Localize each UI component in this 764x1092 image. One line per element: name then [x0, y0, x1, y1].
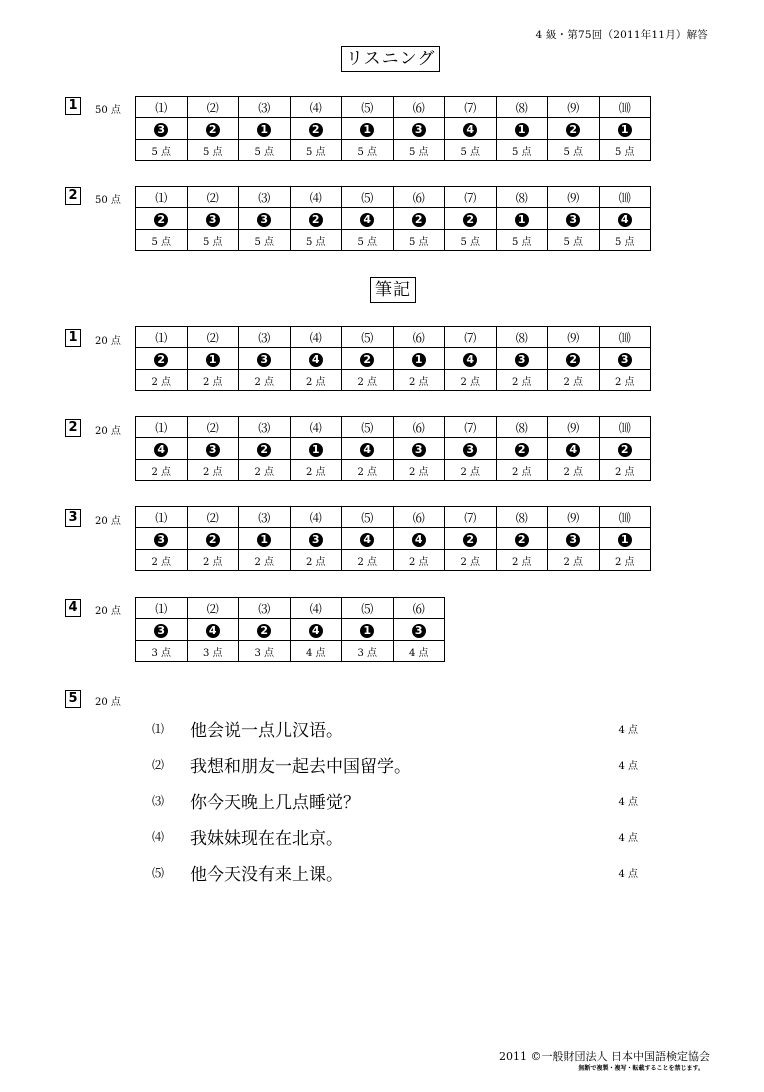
- answer-circle: 1: [360, 624, 374, 638]
- score-cell: 5 点: [496, 140, 548, 161]
- answer-circle: 3: [566, 533, 580, 547]
- answer-circle: 3: [257, 213, 271, 227]
- sentence-number: ⑶: [152, 794, 165, 808]
- writing-section-5-number: 5: [65, 690, 81, 708]
- answer-circle: 3: [154, 624, 168, 638]
- answer-choice: [290, 118, 342, 140]
- answer-choice: [290, 438, 342, 460]
- answer-choice: [136, 118, 188, 140]
- listening-section-2-points: 50 点: [95, 195, 121, 206]
- answer-choice: [342, 528, 394, 550]
- question-number: ⑶: [239, 598, 291, 619]
- score-cell: 2 点: [445, 460, 497, 481]
- answer-circle: 4: [618, 213, 632, 227]
- answer-circle: 3: [412, 123, 426, 137]
- score-cell: 5 点: [548, 230, 600, 251]
- answer-choice: [187, 118, 239, 140]
- answer-circle: 2: [463, 533, 477, 547]
- question-number: ⑹: [393, 187, 445, 208]
- answer-circle: 4: [566, 443, 580, 457]
- score-cell: 5 点: [599, 140, 651, 161]
- question-number: ⑸: [342, 598, 394, 619]
- sentence-text: 他今天没有来上课。: [190, 865, 343, 885]
- answer-choice: [393, 438, 445, 460]
- score-cell: 5 点: [290, 230, 342, 251]
- answer-circle: 3: [309, 533, 323, 547]
- answer-choice: [548, 438, 600, 460]
- score-cell: 5 点: [239, 230, 291, 251]
- score-cell-row: [136, 140, 651, 161]
- answer-choice-row: [136, 619, 445, 641]
- question-number: ⑷: [290, 598, 342, 619]
- sentence-number: ⑷: [152, 830, 165, 844]
- question-number: ⑸: [342, 417, 394, 438]
- answer-circle: 3: [412, 624, 426, 638]
- writing-section-2-number: 2: [65, 419, 81, 437]
- question-number: ⑸: [342, 187, 394, 208]
- question-number: ⑺: [445, 417, 497, 438]
- answer-circle: 1: [515, 213, 529, 227]
- answer-choice: [599, 118, 651, 140]
- answer-circle: 3: [257, 353, 271, 367]
- answer-choice: [393, 528, 445, 550]
- question-number: ⑷: [290, 507, 342, 528]
- score-cell: 5 点: [393, 230, 445, 251]
- question-number: ⑵: [187, 327, 239, 348]
- answer-choice-row: [136, 118, 651, 140]
- answer-table: [135, 186, 651, 251]
- answer-table: [135, 326, 651, 391]
- answer-circle: 4: [309, 353, 323, 367]
- sentence-points: 4 点: [618, 869, 638, 880]
- answer-circle: 2: [618, 443, 632, 457]
- question-number: ⑻: [496, 327, 548, 348]
- question-number: ⑹: [393, 507, 445, 528]
- answer-choice: [342, 438, 394, 460]
- score-cell-row: [136, 370, 651, 391]
- answer-circle: 2: [206, 533, 220, 547]
- sentence-row-1: [152, 716, 642, 740]
- score-cell: 2 点: [393, 550, 445, 571]
- answer-choice: [239, 118, 291, 140]
- question-number: ⑴: [136, 417, 188, 438]
- question-number: ⑸: [342, 97, 394, 118]
- writing-section-2-points: 20 点: [95, 426, 121, 437]
- answer-choice: [496, 208, 548, 230]
- question-number: ⑸: [342, 507, 394, 528]
- answer-choice: [393, 619, 445, 641]
- score-cell: 3 点: [136, 641, 188, 662]
- answer-choice: [445, 118, 497, 140]
- answer-circle: 2: [309, 213, 323, 227]
- answer-choice: [290, 528, 342, 550]
- score-cell: 2 点: [548, 370, 600, 391]
- answer-choice: [599, 348, 651, 370]
- score-cell: 5 点: [187, 140, 239, 161]
- question-number: ⑽: [599, 327, 651, 348]
- answer-circle: 4: [360, 533, 374, 547]
- answer-choice-row: [136, 208, 651, 230]
- answer-circle: 2: [515, 533, 529, 547]
- score-cell: 5 点: [599, 230, 651, 251]
- sentence-number: ⑸: [152, 866, 165, 880]
- score-cell: 2 点: [136, 550, 188, 571]
- writing-title: 筆記: [370, 277, 416, 303]
- sentence-row-2: [152, 752, 642, 776]
- answer-table: [135, 597, 445, 662]
- answer-circle: 3: [515, 353, 529, 367]
- question-number: ⑹: [393, 598, 445, 619]
- sentence-points: 4 点: [618, 761, 638, 772]
- score-cell-row: [136, 641, 445, 662]
- question-number-row: [136, 327, 651, 348]
- sentence-number: ⑴: [152, 722, 165, 736]
- question-number: ⑶: [239, 187, 291, 208]
- question-number: ⑶: [239, 97, 291, 118]
- score-cell: 5 点: [136, 230, 188, 251]
- answer-table: [135, 416, 651, 481]
- score-cell: 2 点: [548, 550, 600, 571]
- answer-choice: [445, 348, 497, 370]
- question-number: ⑸: [342, 327, 394, 348]
- answer-choice: [548, 208, 600, 230]
- answer-circle: 4: [206, 624, 220, 638]
- score-cell: 2 点: [445, 370, 497, 391]
- score-cell: 5 点: [290, 140, 342, 161]
- question-number: ⑵: [187, 507, 239, 528]
- answer-choice: [136, 619, 188, 641]
- question-number: ⑽: [599, 507, 651, 528]
- answer-circle: 1: [618, 533, 632, 547]
- answer-circle: 2: [463, 213, 477, 227]
- answer-choice: [239, 208, 291, 230]
- answer-circle: 4: [154, 443, 168, 457]
- question-number: ⑴: [136, 97, 188, 118]
- sentence-points: 4 点: [618, 833, 638, 844]
- question-number-row: [136, 417, 651, 438]
- answer-choice: [445, 208, 497, 230]
- answer-choice-row: [136, 528, 651, 550]
- score-cell: 2 点: [496, 460, 548, 481]
- score-cell: 5 点: [445, 140, 497, 161]
- answer-circle: 3: [206, 213, 220, 227]
- answer-circle: 4: [360, 213, 374, 227]
- answer-circle: 2: [309, 123, 323, 137]
- score-cell: 3 点: [239, 641, 291, 662]
- score-cell: 2 点: [239, 550, 291, 571]
- answer-circle: 4: [463, 123, 477, 137]
- score-cell: 2 点: [496, 550, 548, 571]
- answer-circle: 2: [566, 353, 580, 367]
- answer-choice: [445, 438, 497, 460]
- answer-choice-row: [136, 348, 651, 370]
- answer-circle: 3: [154, 123, 168, 137]
- question-number: ⑼: [548, 327, 600, 348]
- score-cell: 5 点: [548, 140, 600, 161]
- question-number: ⑵: [187, 598, 239, 619]
- answer-table: [135, 96, 651, 161]
- answer-circle: 2: [154, 353, 168, 367]
- answer-choice: [290, 348, 342, 370]
- answer-choice: [393, 118, 445, 140]
- question-number: ⑵: [187, 97, 239, 118]
- score-cell: 2 点: [136, 460, 188, 481]
- score-cell: 2 点: [393, 460, 445, 481]
- score-cell: 5 点: [342, 230, 394, 251]
- answer-circle: 4: [309, 624, 323, 638]
- score-cell: 5 点: [136, 140, 188, 161]
- question-number: ⑺: [445, 507, 497, 528]
- sentence-text: 他会说一点儿汉语。: [190, 721, 343, 741]
- writing-section-3-number: 3: [65, 509, 81, 527]
- score-cell: 2 点: [342, 370, 394, 391]
- score-cell: 4 点: [393, 641, 445, 662]
- answer-choice: [496, 528, 548, 550]
- answer-choice: [136, 438, 188, 460]
- answer-circle: 1: [412, 353, 426, 367]
- answer-circle: 3: [154, 533, 168, 547]
- score-cell: 2 点: [187, 370, 239, 391]
- answer-choice: [290, 619, 342, 641]
- answer-choice: [548, 528, 600, 550]
- answer-choice: [342, 208, 394, 230]
- score-cell: 2 点: [187, 550, 239, 571]
- answer-choice: [136, 528, 188, 550]
- question-number-row: [136, 187, 651, 208]
- copyright: 2011 ©一般財団法人 日本中国語検定協会: [499, 1050, 710, 1063]
- answer-choice-row: [136, 438, 651, 460]
- answer-circle: 3: [463, 443, 477, 457]
- answer-choice: [342, 348, 394, 370]
- question-number: ⑻: [496, 507, 548, 528]
- answer-circle: 3: [412, 443, 426, 457]
- question-number: ⑷: [290, 97, 342, 118]
- score-cell: 2 点: [290, 370, 342, 391]
- score-cell: 3 点: [342, 641, 394, 662]
- sentence-text: 我妹妹现在在北京。: [190, 829, 343, 849]
- question-number: ⑷: [290, 417, 342, 438]
- answer-choice: [239, 438, 291, 460]
- question-number: ⑹: [393, 327, 445, 348]
- listening-section-2-number: 2: [65, 187, 81, 205]
- score-cell: 2 点: [239, 370, 291, 391]
- question-number: ⑼: [548, 97, 600, 118]
- score-cell: 5 点: [239, 140, 291, 161]
- sentence-row-4: [152, 824, 642, 848]
- answer-circle: 1: [618, 123, 632, 137]
- answer-choice: [342, 118, 394, 140]
- sentence-row-5: [152, 860, 642, 884]
- score-cell: 5 点: [393, 140, 445, 161]
- score-cell: 2 点: [187, 460, 239, 481]
- score-cell: 3 点: [187, 641, 239, 662]
- question-number: ⑺: [445, 187, 497, 208]
- sentence-text: 我想和朋友一起去中国留学。: [190, 757, 411, 777]
- sentence-row-3: [152, 788, 642, 812]
- question-number: ⑴: [136, 598, 188, 619]
- question-number: ⑶: [239, 327, 291, 348]
- writing-section-1-points: 20 点: [95, 336, 121, 347]
- answer-choice: [445, 528, 497, 550]
- answer-circle: 1: [309, 443, 323, 457]
- score-cell: 2 点: [599, 460, 651, 481]
- score-cell: 2 点: [290, 550, 342, 571]
- question-number: ⑹: [393, 97, 445, 118]
- score-cell: 2 点: [445, 550, 497, 571]
- answer-choice: [599, 208, 651, 230]
- score-cell: 5 点: [445, 230, 497, 251]
- score-cell: 5 点: [342, 140, 394, 161]
- score-cell: 2 点: [342, 550, 394, 571]
- score-cell: 2 点: [239, 460, 291, 481]
- score-cell: 2 点: [290, 460, 342, 481]
- answer-circle: 1: [206, 353, 220, 367]
- score-cell: 5 点: [496, 230, 548, 251]
- reproduction-notice: 無断で複製・複写・転載することを禁じます。: [578, 1065, 704, 1072]
- answer-circle: 2: [360, 353, 374, 367]
- page-header: 4 級・第75回（2011年11月）解答: [535, 29, 708, 41]
- question-number: ⑼: [548, 507, 600, 528]
- score-cell: 2 点: [599, 370, 651, 391]
- answer-choice: [187, 528, 239, 550]
- question-number: ⑼: [548, 417, 600, 438]
- writing-section-1-number: 1: [65, 329, 81, 347]
- writing-section-5-points: 20 点: [95, 697, 121, 708]
- question-number: ⑽: [599, 187, 651, 208]
- listening-section-1-number: 1: [65, 97, 81, 115]
- question-number: ⑷: [290, 327, 342, 348]
- answer-choice: [342, 619, 394, 641]
- answer-choice: [393, 208, 445, 230]
- answer-table: [135, 506, 651, 571]
- score-cell-row: [136, 550, 651, 571]
- answer-choice: [239, 348, 291, 370]
- answer-circle: 1: [360, 123, 374, 137]
- answer-choice: [599, 438, 651, 460]
- answer-circle: 4: [412, 533, 426, 547]
- score-cell: 2 点: [599, 550, 651, 571]
- answer-circle: 2: [257, 443, 271, 457]
- question-number: ⑶: [239, 507, 291, 528]
- question-number: ⑹: [393, 417, 445, 438]
- question-number: ⑴: [136, 187, 188, 208]
- score-cell-row: [136, 230, 651, 251]
- answer-choice: [393, 348, 445, 370]
- question-number: ⑻: [496, 417, 548, 438]
- score-cell: 4 点: [290, 641, 342, 662]
- answer-choice: [496, 438, 548, 460]
- answer-circle: 2: [206, 123, 220, 137]
- listening-title: リスニング: [341, 46, 440, 72]
- answer-choice: [548, 348, 600, 370]
- question-number: ⑵: [187, 187, 239, 208]
- answer-circle: 3: [618, 353, 632, 367]
- question-number: ⑴: [136, 507, 188, 528]
- answer-circle: 1: [515, 123, 529, 137]
- answer-circle: 2: [566, 123, 580, 137]
- score-cell: 2 点: [136, 370, 188, 391]
- answer-circle: 2: [154, 213, 168, 227]
- answer-choice: [187, 208, 239, 230]
- score-cell: 2 点: [548, 460, 600, 481]
- answer-choice: [239, 528, 291, 550]
- answer-circle: 1: [257, 123, 271, 137]
- answer-choice: [187, 438, 239, 460]
- question-number-row: [136, 598, 445, 619]
- answer-circle: 2: [515, 443, 529, 457]
- score-cell: 2 点: [342, 460, 394, 481]
- answer-choice: [136, 208, 188, 230]
- answer-choice: [290, 208, 342, 230]
- answer-choice: [136, 348, 188, 370]
- question-number-row: [136, 507, 651, 528]
- answer-choice: [496, 118, 548, 140]
- answer-circle: 2: [412, 213, 426, 227]
- question-number: ⑻: [496, 187, 548, 208]
- sentence-points: 4 点: [618, 725, 638, 736]
- answer-circle: 3: [566, 213, 580, 227]
- question-number: ⑻: [496, 97, 548, 118]
- sentence-number: ⑵: [152, 758, 165, 772]
- answer-circle: 4: [463, 353, 477, 367]
- score-cell: 2 点: [393, 370, 445, 391]
- answer-choice: [239, 619, 291, 641]
- question-number: ⑺: [445, 97, 497, 118]
- answer-choice: [187, 348, 239, 370]
- answer-choice: [496, 348, 548, 370]
- answer-circle: 1: [257, 533, 271, 547]
- question-number: ⑶: [239, 417, 291, 438]
- score-cell-row: [136, 460, 651, 481]
- writing-section-3-points: 20 点: [95, 516, 121, 527]
- answer-circle: 3: [206, 443, 220, 457]
- question-number: ⑴: [136, 327, 188, 348]
- question-number: ⑽: [599, 417, 651, 438]
- question-number: ⑷: [290, 187, 342, 208]
- question-number: ⑺: [445, 327, 497, 348]
- question-number: ⑽: [599, 97, 651, 118]
- question-number-row: [136, 97, 651, 118]
- score-cell: 5 点: [187, 230, 239, 251]
- listening-section-1-points: 50 点: [95, 105, 121, 116]
- question-number: ⑵: [187, 417, 239, 438]
- answer-circle: 2: [257, 624, 271, 638]
- sentence-points: 4 点: [618, 797, 638, 808]
- answer-choice: [187, 619, 239, 641]
- writing-section-4-number: 4: [65, 599, 81, 617]
- writing-section-4-points: 20 点: [95, 606, 121, 617]
- sentence-text: 你今天晚上几点睡觉？: [190, 793, 360, 813]
- answer-circle: 4: [360, 443, 374, 457]
- answer-choice: [599, 528, 651, 550]
- question-number: ⑼: [548, 187, 600, 208]
- answer-choice: [548, 118, 600, 140]
- score-cell: 2 点: [496, 370, 548, 391]
